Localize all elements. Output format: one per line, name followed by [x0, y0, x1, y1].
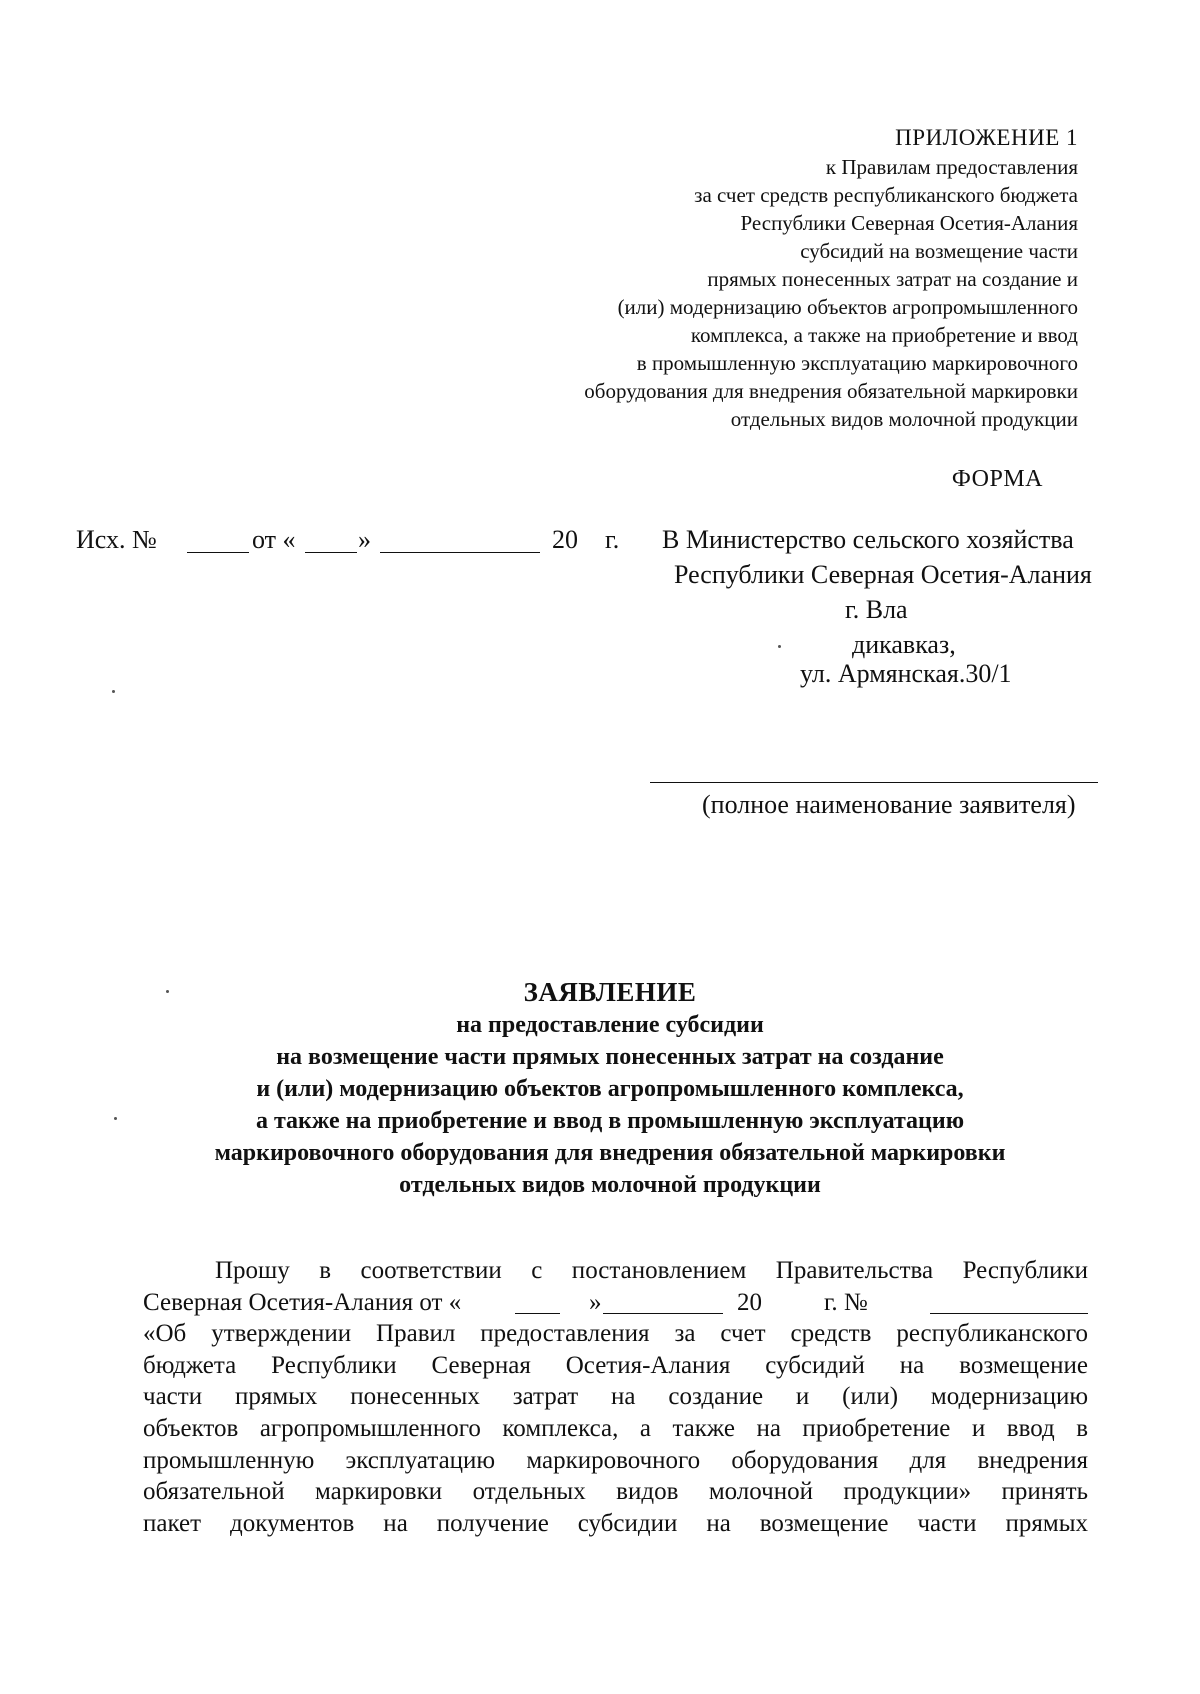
body-line: обязательной маркировки отдельных видов молочной продукции» принять	[143, 1478, 1088, 1506]
body-month-blank	[603, 1291, 723, 1314]
addressee-line: Республики Северная Осетия-Алания	[674, 560, 1092, 589]
body-line: бюджета Республики Северная Осетия-Алания субсидий на возмещение	[143, 1351, 1088, 1379]
body-day-blank	[515, 1291, 560, 1314]
form-label: ФОРМА	[951, 466, 1043, 492]
reference-year-suffix: г.	[605, 525, 620, 554]
body-line2-year: 20	[737, 1288, 762, 1316]
applicant-name-line	[650, 782, 1098, 783]
application-title: ЗАЯВЛЕНИЕ	[523, 977, 697, 1007]
body-line: «Об утверждении Правил предоставления за счет средств республиканского	[143, 1320, 1088, 1348]
addressee-line: ул. Армянская.30/1	[800, 659, 1012, 688]
reference-from-close: »	[358, 525, 371, 554]
reference-year: 20	[552, 525, 578, 554]
appendix-line: за счет средств республиканского бюджета	[694, 183, 1078, 207]
body-line2-no: г. №	[824, 1288, 868, 1316]
appendix-line: субсидий на возмещение части	[800, 239, 1078, 263]
reference-day-blank	[305, 530, 357, 553]
applicant-caption: (полное наименование заявителя)	[702, 790, 1076, 819]
heading-line: на возмещение части прямых понесенных затрат на создание	[276, 1044, 944, 1070]
appendix-line: к Правилам предоставления	[825, 155, 1078, 179]
body-date-line	[143, 1287, 1088, 1319]
reference-from-open: от «	[252, 525, 296, 554]
application-heading	[110, 975, 1110, 1201]
scan-speck	[112, 690, 115, 693]
appendix-line: комплекса, а также на приобретение и ввод	[690, 323, 1078, 347]
reference-number-blank	[187, 530, 249, 553]
body-number-blank	[930, 1291, 1088, 1314]
appendix-line: отдельных видов молочной продукции	[730, 407, 1078, 431]
scan-speck	[114, 1117, 117, 1120]
heading-line: на предоставление субсидии	[456, 1012, 764, 1038]
body-line2-close: »	[589, 1288, 602, 1316]
addressee-line: г. Вла	[845, 595, 908, 624]
heading-line: а также на приобретение и ввод в промышленную эксплуатацию	[255, 1108, 965, 1134]
body-line: промышленную эксплуатацию маркировочного оборудования для внедрения	[143, 1446, 1088, 1474]
body-line: пакет документов на получение субсидии на возмещение части прямых	[143, 1509, 1088, 1537]
appendix-title: ПРИЛОЖЕНИЕ 1	[895, 125, 1078, 150]
addressee-line: В Министерство сельского хозяйства	[662, 525, 1074, 554]
scan-speck	[166, 990, 169, 993]
appendix-line: Республики Северная Осетия-Алания	[740, 211, 1078, 235]
body-line: части прямых понесенных затрат на создание и (или) модернизацию	[143, 1383, 1088, 1411]
body-line2-start: Северная Осетия-Алания от «	[143, 1288, 462, 1316]
body-line: объектов агропромышленного комплекса, а также на приобретение и ввод в	[143, 1414, 1088, 1442]
reference-label: Исх. №	[76, 525, 157, 554]
heading-line: маркировочного оборудования для внедрения обязательной маркировки	[214, 1140, 1006, 1166]
addressee-line: дикавказ,	[852, 630, 956, 659]
appendix-line: в промышленную эксплуатацию маркировочного	[636, 351, 1078, 375]
heading-line: отдельных видов молочной продукции	[399, 1172, 821, 1198]
appendix-line: прямых понесенных затрат на создание и	[707, 267, 1078, 291]
appendix-block	[584, 124, 1078, 433]
reference-month-blank	[380, 530, 540, 553]
appendix-line: (или) модернизацию объектов агропромышленного	[617, 295, 1078, 319]
body-line: Прошу в соответствии с постановлением Правительства Республики	[215, 1257, 1088, 1284]
heading-line: и (или) модернизацию объектов агропромышленного комплекса,	[256, 1076, 964, 1102]
scan-speck	[778, 645, 781, 648]
appendix-line: оборудования для внедрения обязательной маркировки	[584, 379, 1078, 403]
body-paragraph	[143, 1255, 1088, 1539]
